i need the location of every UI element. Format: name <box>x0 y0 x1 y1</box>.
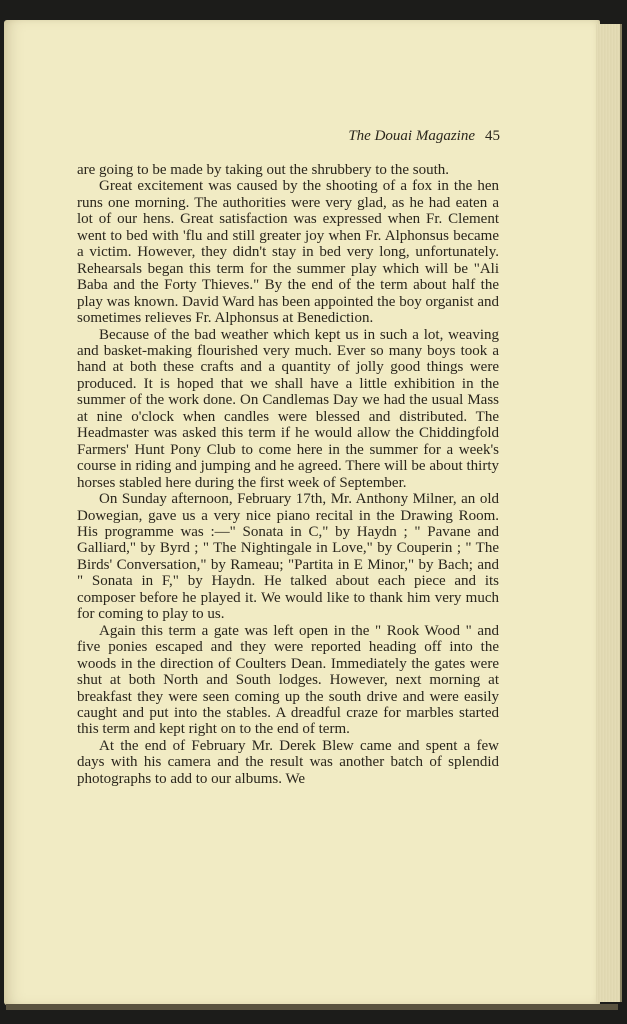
book-bottom-edge <box>6 1004 618 1010</box>
running-header <box>348 128 500 145</box>
magazine-title: The Douai Magazine <box>348 128 475 144</box>
paragraph: At the end of February Mr. Derek Blew came and spent a few days with his camera and the result was another batch of splendid photographs to add to our albums. We <box>77 737 499 787</box>
paragraph: Because of the bad weather which kept us in such a lot, weaving and basket-making flourished very much. Ever so many boys took a hand at both these crafts and a quantity of jolly good things were produced. It is hoped that we shall have a little exhibition in the summer of the work done. On Candlemas Day we had the usual Mass at nine o'clock when candles were blessed and distributed. The Headmaster was asked this term if he would allow the Chiddingfold Farmers' Hunt Pony Club to come here in the summer for a week's course in riding and jumping and he agreed. There will be about thirty horses stabled here during the first week of September. <box>77 326 499 491</box>
page-edges <box>596 24 622 1002</box>
page-number: 45 <box>485 128 500 144</box>
paragraph: Great excitement was caused by the shooting of a fox in the hen runs one morning. The authorities were very glad, as he had eaten a lot of our hens. Great satisfaction was expressed when Fr. Clement went to bed with 'flu and still greater joy when Fr. Alphonsus became a victim. However, they didn't stay in bed very long, unfortunately. Rehearsals began this term for the summer play which will be "Ali Baba and the Forty Thieves." By the end of the term about half the play was known. David Ward has been appointed the boy organist and sometimes relieves Fr. Alphonsus at Benediction. <box>77 178 499 327</box>
paragraph: Again this term a gate was left open in the " Rook Wood " and five ponies escaped and they were reported heading off into the woods in the direction of Coulters Dean. Immediately the gates were shut at both North and South lodges. However, next morning at breakfast they were seen coming up the south drive and were easily caught and put into the stables. A dreadful craze for marbles started this term and kept right on to the end of term. <box>77 622 499 738</box>
body-text <box>77 162 499 787</box>
paragraph: On Sunday afternoon, February 17th, Mr. Anthony Milner, an old Dowegian, gave us a very nice piano recital in the Drawing Room. His programme was :—" Sonata in C," by Haydn ; " Pavane and Galliard," by Byrd ; " The Nightingale in Love," by Couperin ; " The Birds' Conversation," by Rameau; "Partita in E Minor," by Bach; and " Sonata in F," by Haydn. He talked about each piece and its composer before he played it. We would like to thank him very much for coming to play to us. <box>77 491 499 623</box>
paragraph: are going to be made by taking out the shrubbery to the south. <box>77 162 450 178</box>
